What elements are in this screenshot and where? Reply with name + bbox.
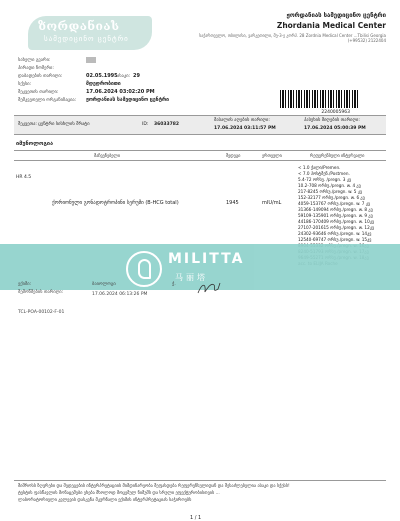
section-title: იმუნოლოგია [16,141,54,147]
clinic-name-english: Zhordania Medical Center [276,21,386,30]
reference-line: 10.2-708 ორსუ./pregn. w. 4 კვ [298,183,361,188]
sex-value: მდედრობითი [86,81,121,87]
result-date-label: პასუხის მიღების თარიღი: [304,118,360,123]
col-result-header: შედეგი [226,153,241,158]
clinic-address: საქართველო, თბილისი, ვარკეთილი, მე-3-ე კორპ. 28 Zordnia Medical Center ...Tbilisi Georgia [199,33,386,38]
result-date-value: 17.06.2024 05:00:39 PM [304,126,366,131]
age-label: ასაკი: [117,74,131,79]
page-number: 1 / 1 [190,515,202,521]
dob-label: დაბადების თარიღი: [18,74,63,79]
clinic-logo [28,16,168,58]
performer-value: ჭ. [172,282,176,287]
collected-label: მასალის აღების თარიღი: [214,118,270,123]
reference-line: < 1.0 ქალი/Premen. [298,165,341,170]
redacted-name [86,57,96,63]
test-result: 1945 [226,200,239,206]
footer-note: შიშროსს ზღვრები და შედეგების ინტერპრეტაციის მიმდინარეობა შეფასდება რეფერენსულიდან და შესაძლებელია ასაკი და სქესს! [18,484,290,489]
order-id-label: ID: [142,122,149,127]
order-info-row [14,115,386,135]
reference-line: 152-32177 ორსუ./pregn. w. 6 კვ [298,195,365,200]
reference-line: 24302-93646 ორსუ./pregn. w. 14კვ [298,231,372,236]
reference-line: 31366-149094 ორსუ./pregn. w. 8 კვ [298,207,373,212]
received-label: შეკვეთის თარიღი: [18,90,59,95]
logo-subtitle: სამედიცინო ცენტრი [44,35,129,43]
verified-date-label: შემოწმების თარიღი: [18,290,64,295]
reference-line: 217-8245 ორსუ./pregn. w. 5 კვ [298,189,363,194]
logo-title: ზორდანიას [38,19,120,33]
hr-code: HR 4.5 [16,175,32,180]
col-unit-header: ერთეული [262,153,282,158]
reference-line: 5.4-72 ორსუ. /pregn. 3 კვ [298,177,352,182]
barcode [280,90,360,108]
order-label: შეკვეთა: ცენტრი სისხლის შრატი [18,122,90,127]
document-code: TCL-POA-00102-F-01 [18,310,65,315]
org-label: შემკვეთელი ორგანიზაცია: [18,98,77,103]
watermark-chinese: 马丽塔 [175,273,208,282]
performer-label: ბაიოლოგი [92,282,116,287]
patient-id-label: პირადი ნომერი: [18,66,54,71]
test-unit: mIU/mL [262,200,282,206]
signature-date: 17.06.2024 06:13:26 PM [92,292,148,297]
reference-line: 4059-153767 ორსუ./pregn. w. 7 კვ [298,201,371,206]
footer-note: ლაბორატორიული კვლევის დასკვნა მკურნალი ექიმის ინტერპრეტაციას საჭიროებს [18,498,192,503]
clinic-header [176,12,386,43]
doctor-label: ექიმი: [18,282,32,287]
patient-name-label: სახელი გვარი: [18,58,51,63]
order-id-value: 36033782 [154,122,180,127]
reference-line: < 7.0 პოსტმენ./Postmen. [298,171,350,176]
reference-line: 27107-201615 ორსუ./pregn. w. 12კვ [298,225,375,230]
watermark-logo-icon [126,251,162,287]
col-reference-header: რეფერენსული ინტერვალი [310,153,365,158]
clinic-name-georgian: ჟორდანიას სამედიცინო ცენტრი [286,12,386,19]
reference-line: 12540-69747 ორსუ./pregn. w. 15კვ [298,237,372,242]
watermark-latin: MILITTA [168,251,245,267]
age-value: 29 [133,73,140,79]
clinic-phone: (+99532) 2122404 [347,38,386,43]
footer-note: ტესტის ფასწავლის მონაცემები ეხება მხოლოდ მოცემულ ნიმუშს და სრული ეფექტურობისთვის ... [18,491,220,496]
sex-label: სქესი: [18,82,32,87]
barcode-number: 2240005963 [321,110,350,115]
footer-divider [14,480,386,481]
results-table-header [14,150,386,161]
handwritten-signature [196,279,222,297]
collected-value: 17.06.2024 03:11:57 PM [214,126,276,131]
dob-value: 02.05.1995 [86,73,118,79]
received-value: 17.06.2024 03:02:20 PM [86,89,155,95]
reference-line: 44186-170409 ორსუ./pregn. w. 10კვ [298,219,375,224]
org-value: ჟორდანიას სამედიცინო ცენტრი [86,97,169,103]
col-name-header: მაჩვენებელი [94,153,121,158]
test-name: ქორიონული გონადოტროპინი სერუმი (B-HCG total) [52,200,179,206]
reference-line: 59109-135901 ორსუ./pregn. w. 9 კვ [298,213,373,218]
